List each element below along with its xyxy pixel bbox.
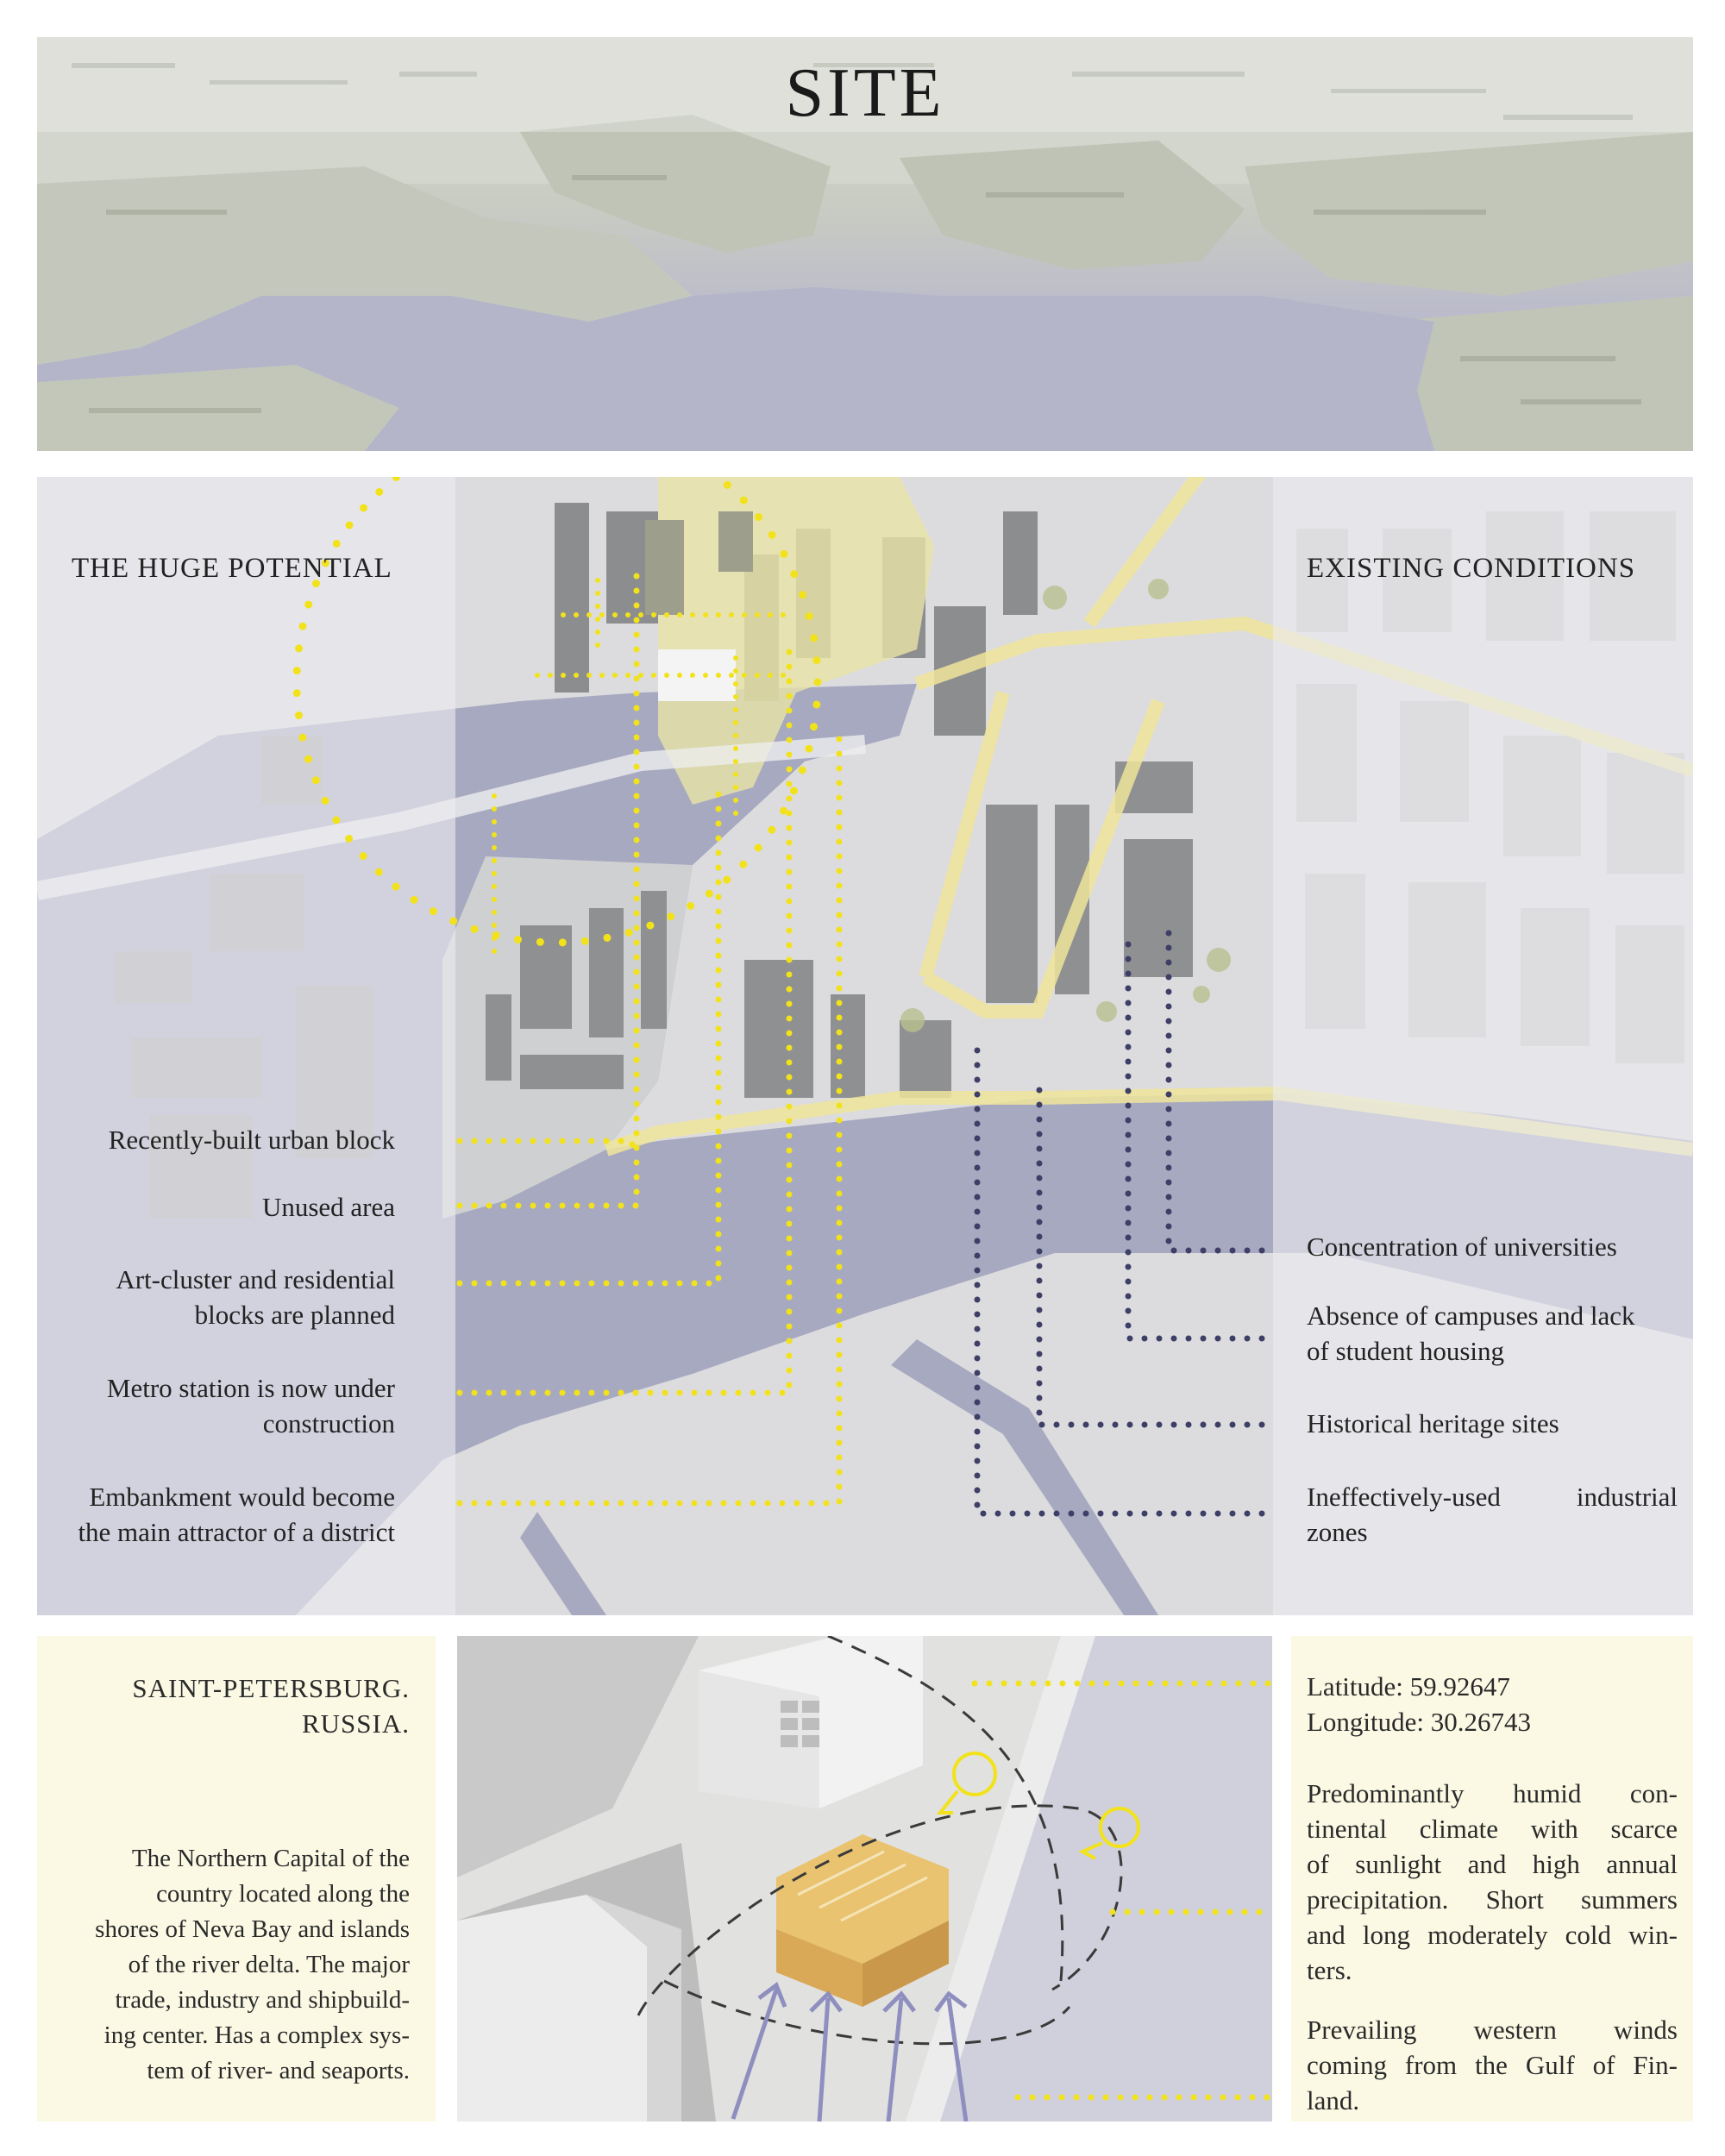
city-description: The Northern Capital of the country located along the shores of Neva Bay and islands of the river delta. The major trade, industry and shipbuild- ing center. Has a complex sys- tem of river- and seaports. bbox=[95, 1845, 410, 2084]
wind-description: Prevailing western winds coming from the Gulf of Fin- land. bbox=[1307, 2015, 1678, 2115]
latitude: Latitude: 59.92647 bbox=[1307, 1671, 1510, 1702]
label-universities: Concentration of universities bbox=[1307, 1232, 1617, 1262]
label-industrial: Ineffectively-used industrial zones bbox=[1307, 1482, 1678, 1547]
longitude: Longitude: 30.26743 bbox=[1307, 1707, 1532, 1737]
label-art-cluster: Art-cluster and residential blocks are planned bbox=[116, 1264, 395, 1330]
page-title: SITE bbox=[785, 55, 945, 131]
map-left-overlay bbox=[37, 477, 455, 1615]
city-title: SAINT-PETERSBURG. RUSSIA. bbox=[132, 1673, 410, 1739]
coordinates bbox=[1307, 1669, 1678, 1739]
sun-wind-render bbox=[457, 1636, 1272, 2122]
site-map bbox=[37, 477, 1693, 1615]
map-right-overlay bbox=[1273, 477, 1693, 1615]
label-unused-area: Unused area bbox=[261, 1192, 395, 1222]
label-heritage: Historical heritage sites bbox=[1307, 1408, 1559, 1438]
aerial-city-banner bbox=[37, 37, 1693, 451]
solar-analysis-diagram bbox=[457, 1636, 1272, 2122]
label-metro: Metro station is now under construction bbox=[106, 1373, 395, 1438]
location-panel bbox=[37, 1636, 436, 2122]
conditions-heading: EXISTING CONDITIONS bbox=[1307, 553, 1636, 584]
label-campuses: Absence of campuses and lack of student housing bbox=[1307, 1300, 1635, 1366]
label-embankment: Embankment would become the main attractor of a district bbox=[78, 1482, 395, 1547]
climate-panel bbox=[1291, 1636, 1693, 2122]
climate-description: Predominantly humid con- tinental climate with scarce of sunlight and high annual precipitation. Short summers and long moderately cold win- ters. bbox=[1307, 1778, 1678, 1985]
potential-heading: THE HUGE POTENTIAL bbox=[72, 553, 392, 584]
label-recently-built: Recently-built urban block bbox=[108, 1125, 395, 1155]
